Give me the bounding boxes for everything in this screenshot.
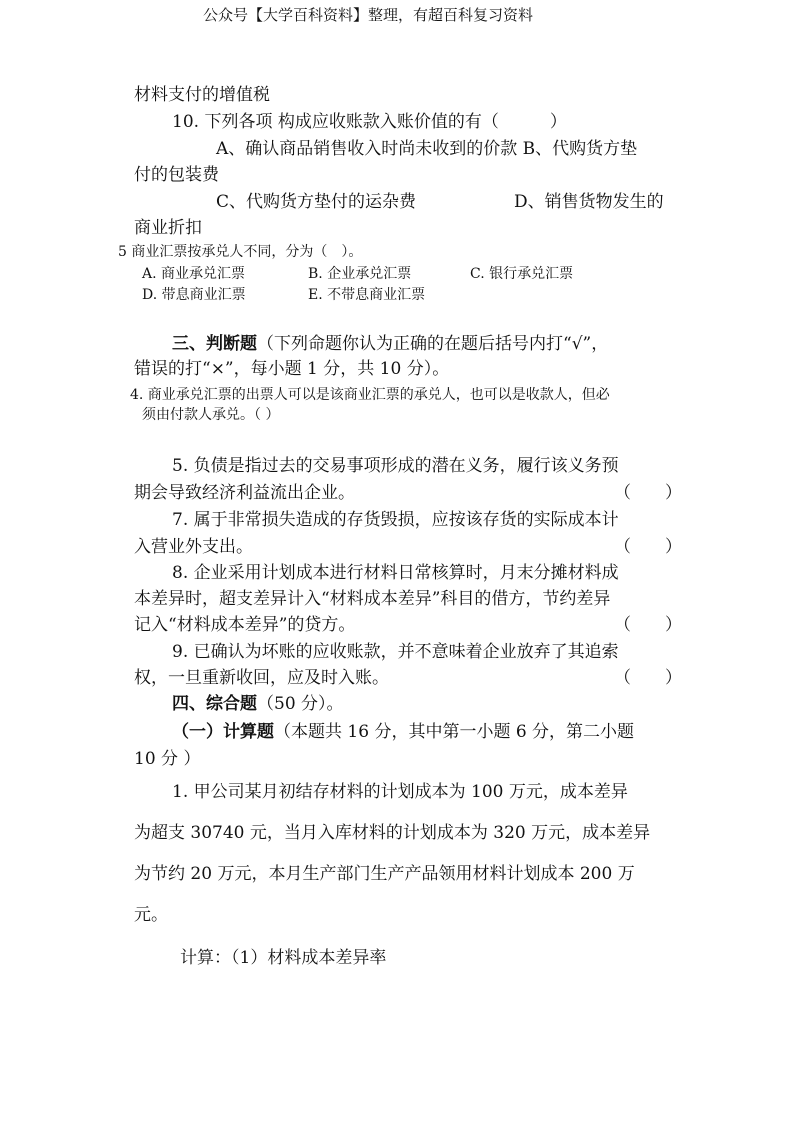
section-3-title: 三、判断题 [172,334,257,354]
option-d: D. 带息商业汇票 [142,287,246,303]
page-header: 公众号【大学百科资料】整理，有超百科复习资料 [203,6,534,24]
text-line: 材料支付的增值税 [134,85,270,105]
section-3-instructions: （下列命题你认为正确的在题后括号内打“√”， [257,334,609,354]
calc-question-1-line4: 元。 [134,905,168,925]
judgement-8: 8. 企业采用计划成本进行材料日常核算时，月末分摊材料成 [172,563,619,583]
judgement-5: 5. 负债是指过去的交易事项形成的潜在义务，履行该义务预 [172,456,619,476]
question-10: 10. 下列各项 构成应收账款入账价值的有（ ） [172,112,567,132]
text-line: 商业折扣 [134,218,202,238]
question-5: 5 商业汇票按承兑人不同，分为（ ）。 [118,244,363,260]
answer-bracket: （ ） [614,537,682,557]
judgement-4: 4. 商业承兑汇票的出票人可以是该商业汇票的承兑人，也可以是收款人，但必 [130,387,610,403]
judgement-7-line2: 入营业外支出。 [134,537,253,557]
option-d: D、销售货物发生的 [514,192,664,212]
option-a: A. 商业承兑汇票 [142,266,246,282]
calc-question-1-line2: 为超支 30740 元，当月入库材料的计划成本为 320 万元，成本差异 [134,823,651,843]
subsection-1-instructions: （本题共 16 分，其中第一小题 6 分，第二小题 [274,722,635,742]
judgement-9: 9. 已确认为坏账的应收账款，并不意味着企业放弃了其追索 [172,642,619,662]
judgement-9-line2: 权，一旦重新收回，应及时入账。 [134,668,389,688]
option-b: B. 企业承兑汇票 [308,266,412,282]
option-line: A、确认商品销售收入时尚未收到的价款 B、代购货方垫 [216,139,638,159]
option-c: C. 银行承兑汇票 [470,266,574,282]
option-c: C、代购货方垫付的运杂费 [216,192,417,212]
judgement-4-line2: 须由付款人承兑。（ ） [142,407,280,423]
judgement-8-line3: 记入“材料成本差异”的贷方。 [134,615,356,635]
section-4-heading [172,693,344,715]
subsection-1-heading [172,721,634,743]
section-3-heading [172,333,608,355]
subsection-1-title: （一）计算题 [172,722,274,742]
calc-sub-question: 计算：（1）材料成本差异率 [180,948,387,968]
calc-question-1-line3: 为节约 20 万元，本月生产部门生产产品领用材料计划成本 200 万 [134,864,635,884]
section-4-title: 四、综合题 [172,694,257,714]
judgement-5-line2: 期会导致经济利益流出企业。 [134,483,355,503]
section-4-score: （50 分）。 [257,694,344,714]
section-3-instructions-line2: 错误的打“×”，每小题 1 分，共 10 分）。 [134,359,450,379]
judgement-7: 7. 属于非常损失造成的存货毁损，应按该存货的实际成本计 [172,510,619,530]
judgement-8-line2: 本差异时，超支差异计入“材料成本差异”科目的借方，节约差异 [134,589,611,609]
answer-bracket: （ ） [614,668,682,688]
text-line: 付的包装费 [134,165,219,185]
answer-bracket: （ ） [614,483,682,503]
option-e: E. 不带息商业汇票 [308,287,426,303]
answer-bracket: （ ） [614,615,682,635]
subsection-1-instructions-line2: 10 分 ） [134,749,201,769]
calc-question-1: 1. 甲公司某月初结存材料的计划成本为 100 万元，成本差异 [172,782,628,802]
